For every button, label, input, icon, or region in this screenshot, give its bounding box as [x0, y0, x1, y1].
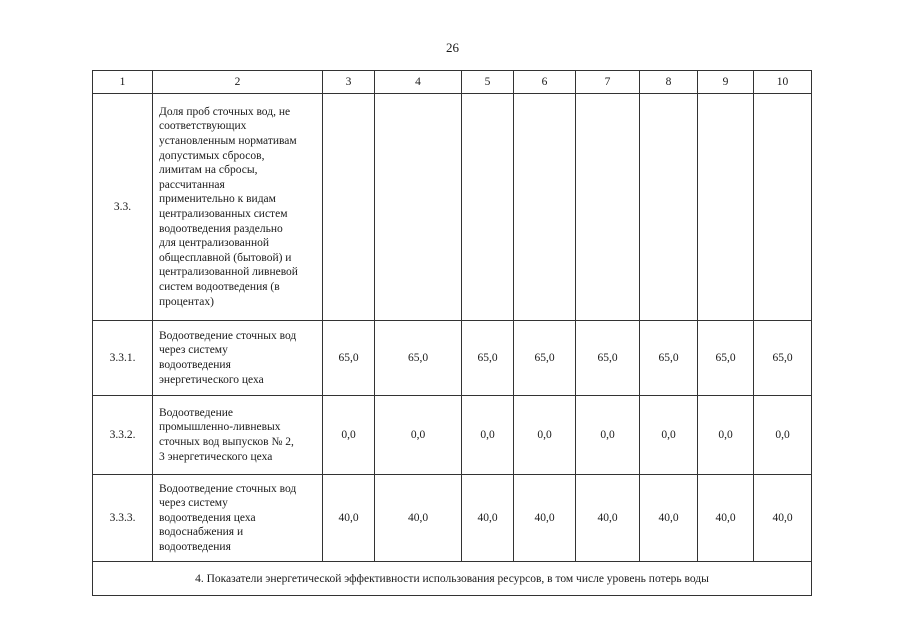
value-cell: 0,0 [754, 396, 812, 475]
header-cell: 1 [93, 71, 153, 94]
value-cell: 0,0 [514, 396, 576, 475]
page-number: 26 [446, 40, 459, 55]
header-row [93, 71, 812, 94]
header-cell: 3 [323, 71, 375, 94]
table-row [93, 94, 812, 321]
row-number: 3.3.1. [93, 321, 153, 396]
row-description: Водоотведение сточных вод через систему водоотведения цеха водоснабжения и водоотведения [153, 475, 323, 562]
table-row [93, 396, 812, 475]
value-cell [375, 94, 462, 321]
value-cell [698, 94, 754, 321]
value-cell: 40,0 [640, 475, 698, 562]
header-cell: 4 [375, 71, 462, 94]
value-cell [640, 94, 698, 321]
row-number: 3.3. [93, 94, 153, 321]
value-cell [576, 94, 640, 321]
row-description: Водоотведение сточных вод через систему водоотведения энергетического цеха [153, 321, 323, 396]
value-cell: 0,0 [375, 396, 462, 475]
value-cell: 0,0 [698, 396, 754, 475]
table-row [93, 475, 812, 562]
value-cell [514, 94, 576, 321]
value-cell: 0,0 [462, 396, 514, 475]
header-cell: 6 [514, 71, 576, 94]
header-cell: 5 [462, 71, 514, 94]
header-cell: 2 [153, 71, 323, 94]
value-cell: 40,0 [323, 475, 375, 562]
value-cell: 40,0 [514, 475, 576, 562]
value-cell: 40,0 [576, 475, 640, 562]
value-cell: 65,0 [754, 321, 812, 396]
value-cell: 65,0 [576, 321, 640, 396]
value-cell: 0,0 [323, 396, 375, 475]
value-cell: 65,0 [698, 321, 754, 396]
row-number: 3.3.3. [93, 475, 153, 562]
value-cell: 65,0 [323, 321, 375, 396]
value-cell: 65,0 [375, 321, 462, 396]
value-cell: 65,0 [462, 321, 514, 396]
row-number: 3.3.2. [93, 396, 153, 475]
value-cell: 0,0 [576, 396, 640, 475]
row-description: Доля проб сточных вод, не соответствующих установленным нормативам допустимых сбросов, лимитам на сбросы, рассчитанная применительно к видам централизованных систем водоотведения раздельно для централизованной общесплавной (бытовой) и централизованной ливневой систем водоотведения (в процентах) [153, 94, 323, 321]
header-cell: 9 [698, 71, 754, 94]
value-cell: 40,0 [698, 475, 754, 562]
value-cell: 40,0 [462, 475, 514, 562]
section-row [93, 562, 812, 596]
value-cell: 65,0 [514, 321, 576, 396]
table-row [93, 321, 812, 396]
header-cell: 10 [754, 71, 812, 94]
value-cell [462, 94, 514, 321]
header-cell: 7 [576, 71, 640, 94]
value-cell: 40,0 [375, 475, 462, 562]
value-cell [754, 94, 812, 321]
section-heading: 4. Показатели энергетической эффективности использования ресурсов, в том числе уровень потерь воды [93, 562, 812, 596]
value-cell: 65,0 [640, 321, 698, 396]
value-cell [323, 94, 375, 321]
indicators-table [92, 70, 812, 596]
header-cell: 8 [640, 71, 698, 94]
row-description: Водоотведение промышленно-ливневых сточных вод выпусков № 2, 3 энергетического цеха [153, 396, 323, 475]
value-cell: 0,0 [640, 396, 698, 475]
value-cell: 40,0 [754, 475, 812, 562]
